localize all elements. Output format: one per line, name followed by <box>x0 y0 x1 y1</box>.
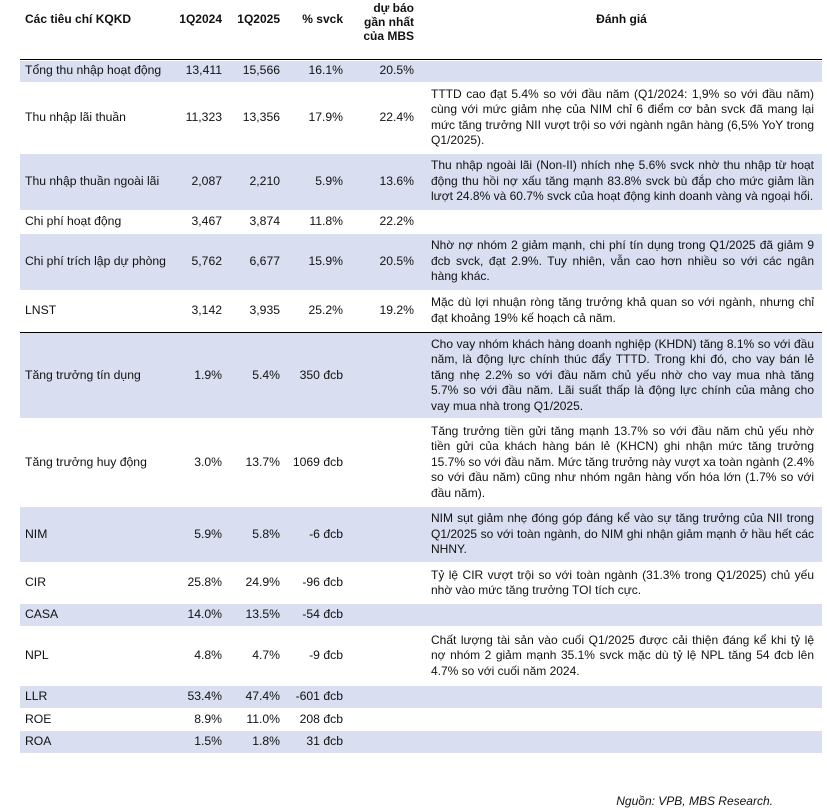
cell-evaluation: Tỷ lệ CIR vượt trội so với toàn ngành (31.3% trong Q1/2025) chủ yếu nhờ vào mức tăng trưởng TOI tích cực. <box>431 567 814 597</box>
header-forecast-line1: dự báo <box>373 1 414 15</box>
cell-forecast <box>347 604 421 626</box>
table-row <box>20 419 822 506</box>
header-row <box>20 0 822 59</box>
cell-1q2025: 11.0% <box>246 711 280 726</box>
table-row <box>20 332 822 418</box>
header-1q2024: 1Q2024 <box>179 12 222 26</box>
cell-1q2024: 4.8% <box>194 648 222 663</box>
cell-1q2025: 13.7% <box>245 454 280 469</box>
kqkd-table <box>20 0 822 753</box>
row-name: NIM <box>20 507 170 562</box>
cell-yoy: 350 đcb <box>284 332 347 418</box>
row-name: LLR <box>20 686 170 708</box>
cell-evaluation: Tăng trưởng tiền gửi tăng mạnh 13.7% so với đầu năm chủ yếu nhờ tiền gửi của khách hàng bán lẻ (KHCN) ghi nhận mức tăng trưởng 15.7% so với đầu năm. Mức tăng trưởng này vượt xa toàn ngành (2.4% so với đầu năm) cũng như nhóm ngân hàng vốn hóa lớn (1.7% so với đầu năm). <box>431 423 814 500</box>
cell-1q2025: 2,210 <box>226 154 284 210</box>
cell-yoy: 17.9% <box>308 109 343 124</box>
table-row <box>20 211 822 233</box>
cell-1q2025: 24.9% <box>245 575 280 590</box>
cell-1q2024: 3,467 <box>191 213 222 228</box>
cell-1q2024: 1.5% <box>170 731 226 753</box>
row-name: Chi phí trích lập dự phòng <box>20 234 170 290</box>
cell-forecast <box>347 686 421 708</box>
header-evaluation: Đánh giá <box>596 12 647 26</box>
cell-yoy: 25.2% <box>308 302 343 317</box>
table-row <box>20 234 822 290</box>
cell-evaluation <box>421 686 822 708</box>
cell-evaluation: Cho vay nhóm khách hàng doanh nghiệp (KHDN) tăng 8.1% so với đầu năm, là động lực chính thúc đẩy TTTD. Trong khi đó, cho vay bán lẻ tăng nhẹ 2.2% so với đầu năm chủ yếu nhờ cho vay mua nhà tăng 5.7% so với đầu năm. Lãi suất thấp là động lực chính của mảng cho vay mua nhà trong Q1/2025. <box>421 332 822 418</box>
cell-1q2025: 4.7% <box>252 648 280 663</box>
cell-1q2024: 5,762 <box>170 234 226 290</box>
cell-evaluation <box>421 709 822 730</box>
cell-1q2025: 13,356 <box>242 109 280 124</box>
row-name: ROA <box>20 731 170 753</box>
cell-yoy: -601 đcb <box>284 686 347 708</box>
cell-forecast <box>347 731 421 753</box>
cell-1q2025: 13.5% <box>226 604 284 626</box>
table-row <box>20 627 822 685</box>
row-name: Thu nhập thuần ngoài lãi <box>20 154 170 210</box>
cell-evaluation: Nhờ nợ nhóm 2 giảm mạnh, chi phí tín dụng trong Q1/2025 đã giảm 9 đcb svck, đạt 2.9%. Tuy nhiên, vẫn cao hơn nhiều so với các ngân hàng khác. <box>421 234 822 290</box>
source-note: Nguồn: VPB, MBS Research. <box>616 794 773 808</box>
cell-1q2024: 3.0% <box>194 454 222 469</box>
table-row <box>20 604 822 626</box>
cell-evaluation <box>421 731 822 753</box>
cell-1q2024: 11,323 <box>185 109 222 124</box>
table-row <box>20 154 822 210</box>
cell-1q2024: 53.4% <box>170 686 226 708</box>
table-row <box>20 507 822 562</box>
cell-yoy: 31 đcb <box>284 731 347 753</box>
cell-forecast: 20.5% <box>347 61 421 82</box>
cell-1q2025: 47.4% <box>226 686 284 708</box>
cell-evaluation: Mặc dù lợi nhuận ròng tăng trưởng khả quan so với ngành, nhưng chỉ đạt khoảng 19% kế hoạch cả năm. <box>431 295 814 325</box>
row-name: Tăng trưởng huy động <box>25 454 147 469</box>
cell-yoy: 1069 đcb <box>292 454 343 469</box>
header-forecast <box>347 0 421 59</box>
cell-1q2024: 25.8% <box>187 575 222 590</box>
cell-yoy: 16.1% <box>284 61 347 82</box>
table-row <box>20 563 822 603</box>
cell-evaluation: Thu nhập ngoài lãi (Non-II) nhích nhẹ 5.6% svck nhờ thu nhập từ hoạt động thu hồi nợ xấu tăng mạnh 83.8% svck bù đắp cho mức giảm lần lượt 24.8% và 60.7% svck của hoạt động kinh doanh vàng và ngoại hối. <box>421 154 822 210</box>
cell-yoy: -96 đcb <box>302 575 343 590</box>
table-row <box>20 731 822 753</box>
cell-forecast: 20.5% <box>347 234 421 290</box>
cell-yoy: 208 đcb <box>299 711 343 726</box>
cell-1q2025: 3,935 <box>249 302 280 317</box>
cell-yoy: -54 đcb <box>284 604 347 626</box>
cell-yoy: -6 đcb <box>284 507 347 562</box>
cell-1q2024: 1.9% <box>170 332 226 418</box>
cell-1q2024: 2,087 <box>170 154 226 210</box>
row-name: Thu nhập lãi thuần <box>25 109 126 124</box>
cell-1q2024: 5.9% <box>170 507 226 562</box>
cell-forecast <box>347 709 421 730</box>
cell-1q2024: 3,142 <box>191 302 222 317</box>
cell-forecast: 22.2% <box>379 213 414 228</box>
header-yoy: % svck <box>302 12 343 26</box>
cell-evaluation: TTTD cao đạt 5.4% so với đầu năm (Q1/2024: 1,9% so với đầu năm) cùng với mức giảm nhẹ của NIM chỉ 6 điểm cơ bản svck đã mang lại mức tăng trưởng NII vượt trội so với ngành ngân hàng (6,5% YoY trong Q1/2025). <box>431 86 814 147</box>
cell-1q2024: 14.0% <box>170 604 226 626</box>
cell-evaluation: NIM sụt giảm nhẹ đóng góp đáng kể vào sự tăng trưởng của NII trong Q1/2025 so với toàn ngành, do NIM ghi nhận giảm mạnh ở hầu hết các NHNY. <box>421 507 822 562</box>
cell-evaluation <box>421 604 822 626</box>
cell-1q2025: 15,566 <box>226 61 284 82</box>
header-forecast-line2: gần nhất <box>364 15 414 29</box>
header-criteria: Các tiêu chí KQKD <box>25 12 132 26</box>
cell-1q2025: 1.8% <box>226 731 284 753</box>
cell-1q2025: 5.4% <box>226 332 284 418</box>
cell-forecast <box>347 627 421 685</box>
table-row <box>20 61 822 82</box>
table-row <box>20 291 822 331</box>
row-name: ROE <box>25 711 52 726</box>
row-name: CASA <box>20 604 170 626</box>
cell-forecast <box>347 507 421 562</box>
cell-forecast: 19.2% <box>379 302 414 317</box>
table-row <box>20 83 822 153</box>
row-name: Tổng thu nhập hoạt động <box>20 61 170 82</box>
row-name: Tăng trưởng tín dụng <box>20 332 170 418</box>
table-row <box>20 686 822 708</box>
cell-1q2025: 3,874 <box>249 213 280 228</box>
cell-evaluation: Chất lượng tài sản vào cuối Q1/2025 được cải thiện đáng kể khi tỷ lệ nợ nhóm 2 giảm mạnh 35.1% svck mặc dù tỷ lệ NPL tăng 54 đcb lên 4.7% so với cuối năm 2024. <box>431 632 814 678</box>
cell-yoy: 15.9% <box>284 234 347 290</box>
cell-forecast: 22.4% <box>379 109 414 124</box>
cell-1q2024: 13,411 <box>170 61 226 82</box>
cell-forecast <box>347 332 421 418</box>
row-name: CIR <box>25 575 46 590</box>
cell-forecast <box>347 563 421 603</box>
row-name: Chi phí hoạt động <box>25 213 122 228</box>
cell-1q2024: 8.9% <box>194 711 222 726</box>
cell-yoy: 5.9% <box>284 154 347 210</box>
cell-yoy: 11.8% <box>309 213 343 228</box>
cell-1q2025: 5.8% <box>226 507 284 562</box>
header-1q2025: 1Q2025 <box>237 12 280 26</box>
cell-forecast: 13.6% <box>347 154 421 210</box>
table-row <box>20 709 822 730</box>
row-name: NPL <box>25 648 49 663</box>
header-forecast-line3: của MBS <box>363 29 414 43</box>
cell-evaluation <box>421 211 822 233</box>
cell-1q2025: 6,677 <box>226 234 284 290</box>
cell-forecast <box>347 419 421 506</box>
cell-yoy: -9 đcb <box>309 648 343 663</box>
row-name: LNST <box>25 302 57 317</box>
cell-evaluation <box>421 61 822 82</box>
